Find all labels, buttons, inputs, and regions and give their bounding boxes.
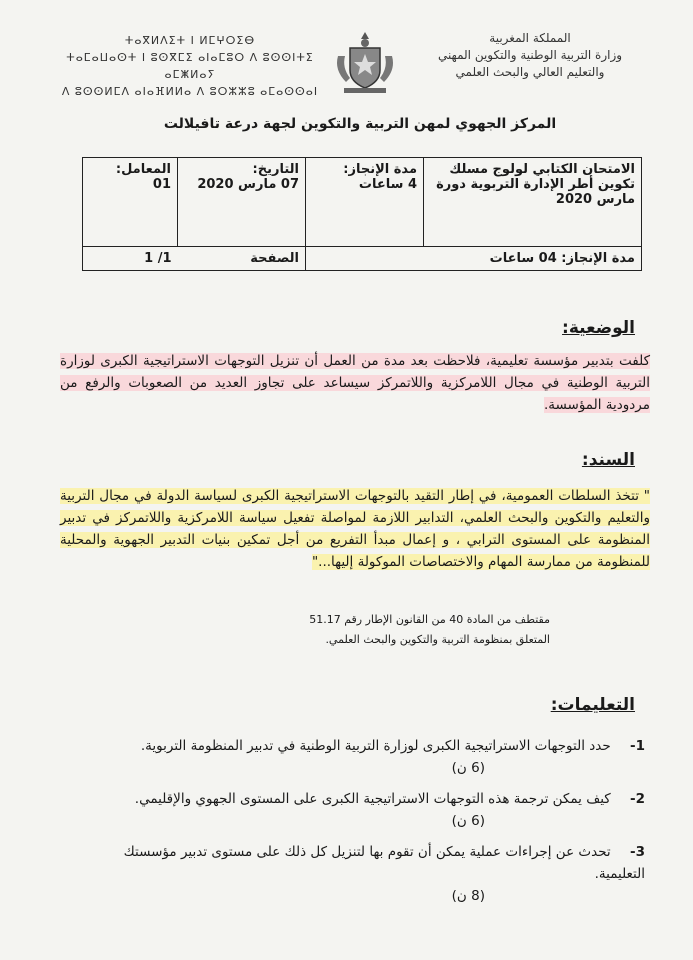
citation-line-2: المتعلق بمنظومة التربية والتكوين والبحث العلمي. bbox=[325, 633, 550, 646]
moroccan-emblem-icon bbox=[330, 28, 400, 98]
duration-label: مدة الإنجاز: bbox=[343, 162, 417, 177]
coef-value: 01 bbox=[152, 177, 171, 192]
instruction-number: 1- bbox=[629, 738, 645, 754]
page-label: الصفحة bbox=[250, 251, 299, 266]
citation bbox=[250, 610, 550, 650]
citation-line-1: مقتطف من المادة 40 من القانون الإطار رقم 51.17 bbox=[309, 613, 550, 626]
instruction-text: كيف يمكن ترجمة هذه التوجهات الاستراتيجية الكبرى على المستوى الجهوي والإقليمي. bbox=[134, 791, 611, 807]
exam-cell bbox=[424, 158, 642, 247]
instruction-item-2 bbox=[80, 788, 645, 832]
support-text bbox=[60, 485, 650, 573]
tifinagh-line-2: ⵜⴰⵎⴰⵡⴰⵙⵜ ⵏ ⵓⵙⴳⵎⵉ ⴰⵏⴰⵎⵓⵔ ⴷ ⵓⵙⵙⵏⵜⵉ ⴰⵎⵥⵍⴰⵢ bbox=[66, 51, 314, 81]
duration-value: 4 ساعات bbox=[358, 177, 417, 192]
page-label-cell bbox=[178, 247, 306, 271]
support-body: " تتخذ السلطات العمومية، في إطار التقيد بالتوجهات الاستراتيجية الكبرى لسياسة الدولة في مجال التربية والتعليم والتكوين والبحث العلمي، التدابير اللازمة لمواصلة تفعيل سياسة اللامركزية واللاتمركز في تدبير المنظومة على المستوى الترابي ، و إعمال مبدأ التفريع من أجل تمكين بنيات التدبير الجهوية والمحلية للمنظومة من ممارسة المهام والاختصاصات الموكولة إليها..." bbox=[60, 488, 650, 570]
instruction-text: تحدث عن إجراءات عملية يمكن أن تقوم بها لتنزيل كل ذلك على مستوى تدبير مؤسستك التعليمية. bbox=[123, 844, 645, 882]
coef-label: المعامل: bbox=[115, 162, 171, 177]
center-title: المركز الجهوي لمهن التربية والتكوين لجهة درعة تافيلالت bbox=[163, 116, 557, 132]
page-value-cell bbox=[83, 247, 178, 271]
duration-full: مدة الإنجاز: 04 ساعات bbox=[489, 251, 635, 266]
ministry-line-2: والتعليم العالي والبحث العلمي bbox=[455, 65, 605, 79]
ministry-header bbox=[420, 30, 640, 81]
instruction-points: (8 ن) bbox=[451, 888, 485, 904]
instruction-points: (6 ن) bbox=[451, 813, 485, 829]
exam-info-table bbox=[82, 157, 642, 271]
situation-text bbox=[60, 350, 650, 416]
situation-body: كلفت بتدبير مؤسسة تعليمية، فلاحظت بعد مدة من العمل أن تنزيل التوجهات الاستراتيجية الكبرى لوزارة التربية الوطنية في مجال اللامركزية واللاتمركز سيساعد على تجاوز العديد من الصعوبات والرفع من مردودية المؤسسة. bbox=[60, 353, 650, 413]
coef-cell bbox=[83, 158, 178, 247]
page-value: 1/ 1 bbox=[144, 251, 172, 266]
instruction-item-1 bbox=[80, 735, 645, 779]
support-title: السند: bbox=[581, 450, 635, 470]
date-value: 07 مارس 2020 bbox=[197, 177, 299, 192]
kingdom-name: المملكة المغربية bbox=[489, 31, 571, 45]
date-cell bbox=[178, 158, 306, 247]
instruction-points: (6 ن) bbox=[451, 760, 485, 776]
tifinagh-line-1: ⵜⴰⴳⵍⴷⵉⵜ ⵏ ⵍⵎⵖⵔⵉⴱ bbox=[124, 34, 256, 47]
instruction-item-3 bbox=[80, 841, 645, 907]
tifinagh-header bbox=[55, 32, 325, 100]
situation-title: الوضعية: bbox=[562, 318, 635, 338]
duration-cell bbox=[306, 158, 424, 247]
exam-name: الامتحان الكتابي لولوج مسلك تكوين أطر الإدارة التربوية دورة مارس 2020 bbox=[436, 162, 635, 207]
tifinagh-line-3: ⴷ ⵓⵙⵙⵍⵎⴷ ⴰⵏⴰⴼⵍⵍⴰ ⴷ ⵓⵔⵣⵣⵓ ⴰⵎⴰⵙⵙⴰⵏ bbox=[61, 85, 319, 98]
date-label: التاريخ: bbox=[252, 162, 299, 177]
instruction-number: 3- bbox=[629, 844, 645, 860]
ministry-line-1: وزارة التربية الوطنية والتكوين المهني bbox=[437, 48, 623, 62]
instructions-title: التعليمات: bbox=[550, 695, 635, 715]
instruction-number: 2- bbox=[629, 791, 645, 807]
instruction-text: حدد التوجهات الاستراتيجية الكبرى لوزارة التربية الوطنية في تدبير المنظومة التربوية. bbox=[140, 738, 611, 754]
duration-full-cell bbox=[306, 247, 642, 271]
